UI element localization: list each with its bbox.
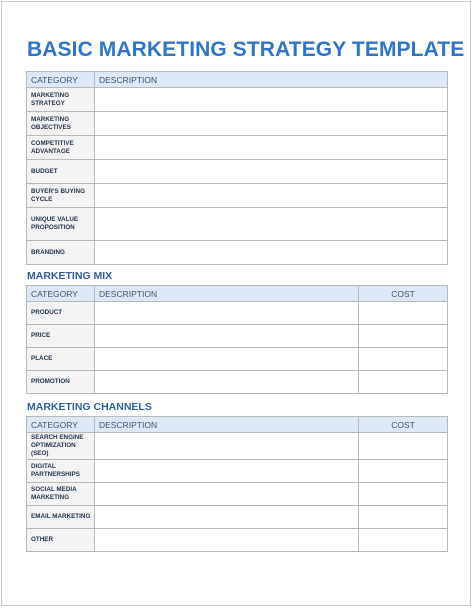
- description-cell[interactable]: [95, 208, 448, 241]
- row-label: SEARCH ENGINE OPTIMIZATION (SEO): [27, 433, 95, 460]
- row-label: BUDGET: [27, 160, 95, 184]
- description-cell[interactable]: [95, 529, 359, 552]
- table-row: [27, 112, 448, 136]
- table-row: [27, 160, 448, 184]
- cost-cell[interactable]: [359, 302, 448, 325]
- row-label: BRANDING: [27, 241, 95, 265]
- table-row: [27, 529, 448, 552]
- row-label: UNIQUE VALUE PROPOSITION: [27, 208, 95, 241]
- description-cell[interactable]: [95, 88, 448, 112]
- table-row: [27, 460, 448, 483]
- row-label: PRODUCT: [27, 302, 95, 325]
- column-header-category: CATEGORY: [27, 286, 95, 302]
- column-header-category: CATEGORY: [27, 72, 95, 88]
- page-title: BASIC MARKETING STRATEGY TEMPLATE: [27, 38, 465, 61]
- description-cell[interactable]: [95, 136, 448, 160]
- row-label: MARKETING STRATEGY: [27, 88, 95, 112]
- table-row: [27, 483, 448, 506]
- description-cell[interactable]: [95, 112, 448, 136]
- description-cell[interactable]: [95, 348, 359, 371]
- row-label: COMPETITIVE ADVANTAGE: [27, 136, 95, 160]
- row-label: OTHER: [27, 529, 95, 552]
- row-label: PROMOTION: [27, 371, 95, 394]
- description-cell[interactable]: [95, 160, 448, 184]
- description-cell[interactable]: [95, 483, 359, 506]
- description-cell[interactable]: [95, 302, 359, 325]
- marketing-mix-table: [26, 285, 448, 394]
- section-title-marketing-channels: MARKETING CHANNELS: [27, 401, 152, 413]
- column-header-cost: COST: [359, 417, 448, 433]
- row-label: PLACE: [27, 348, 95, 371]
- cost-cell[interactable]: [359, 529, 448, 552]
- description-cell[interactable]: [95, 460, 359, 483]
- row-label: PRICE: [27, 325, 95, 348]
- description-cell[interactable]: [95, 506, 359, 529]
- column-header-cost: COST: [359, 286, 448, 302]
- row-label: BUYER'S BUYING CYCLE: [27, 184, 95, 208]
- column-header-description: DESCRIPTION: [95, 417, 359, 433]
- row-label: SOCIAL MEDIA MARKETING: [27, 483, 95, 506]
- table-row: [27, 184, 448, 208]
- cost-cell[interactable]: [359, 371, 448, 394]
- row-label: DIGITAL PARTNERSHIPS: [27, 460, 95, 483]
- table-header-row: [27, 417, 448, 433]
- section-title-marketing-mix: MARKETING MIX: [27, 270, 113, 282]
- column-header-description: DESCRIPTION: [95, 286, 359, 302]
- table-header-row: [27, 72, 448, 88]
- row-label: MARKETING OBJECTIVES: [27, 112, 95, 136]
- description-cell[interactable]: [95, 241, 448, 265]
- table-row: [27, 371, 448, 394]
- table-row: [27, 241, 448, 265]
- column-header-description: DESCRIPTION: [95, 72, 448, 88]
- description-cell[interactable]: [95, 184, 448, 208]
- cost-cell[interactable]: [359, 433, 448, 460]
- description-cell[interactable]: [95, 433, 359, 460]
- cost-cell[interactable]: [359, 325, 448, 348]
- table-row: [27, 302, 448, 325]
- table-row: [27, 208, 448, 241]
- row-label: EMAIL MARKETING: [27, 506, 95, 529]
- column-header-category: CATEGORY: [27, 417, 95, 433]
- table-row: [27, 348, 448, 371]
- table-row: [27, 433, 448, 460]
- description-cell[interactable]: [95, 371, 359, 394]
- cost-cell[interactable]: [359, 506, 448, 529]
- cost-cell[interactable]: [359, 348, 448, 371]
- table-row: [27, 88, 448, 112]
- cost-cell[interactable]: [359, 483, 448, 506]
- description-cell[interactable]: [95, 325, 359, 348]
- table-row: [27, 506, 448, 529]
- table-header-row: [27, 286, 448, 302]
- strategy-table: [26, 71, 448, 265]
- table-row: [27, 136, 448, 160]
- marketing-channels-table: [26, 416, 448, 552]
- cost-cell[interactable]: [359, 460, 448, 483]
- table-row: [27, 325, 448, 348]
